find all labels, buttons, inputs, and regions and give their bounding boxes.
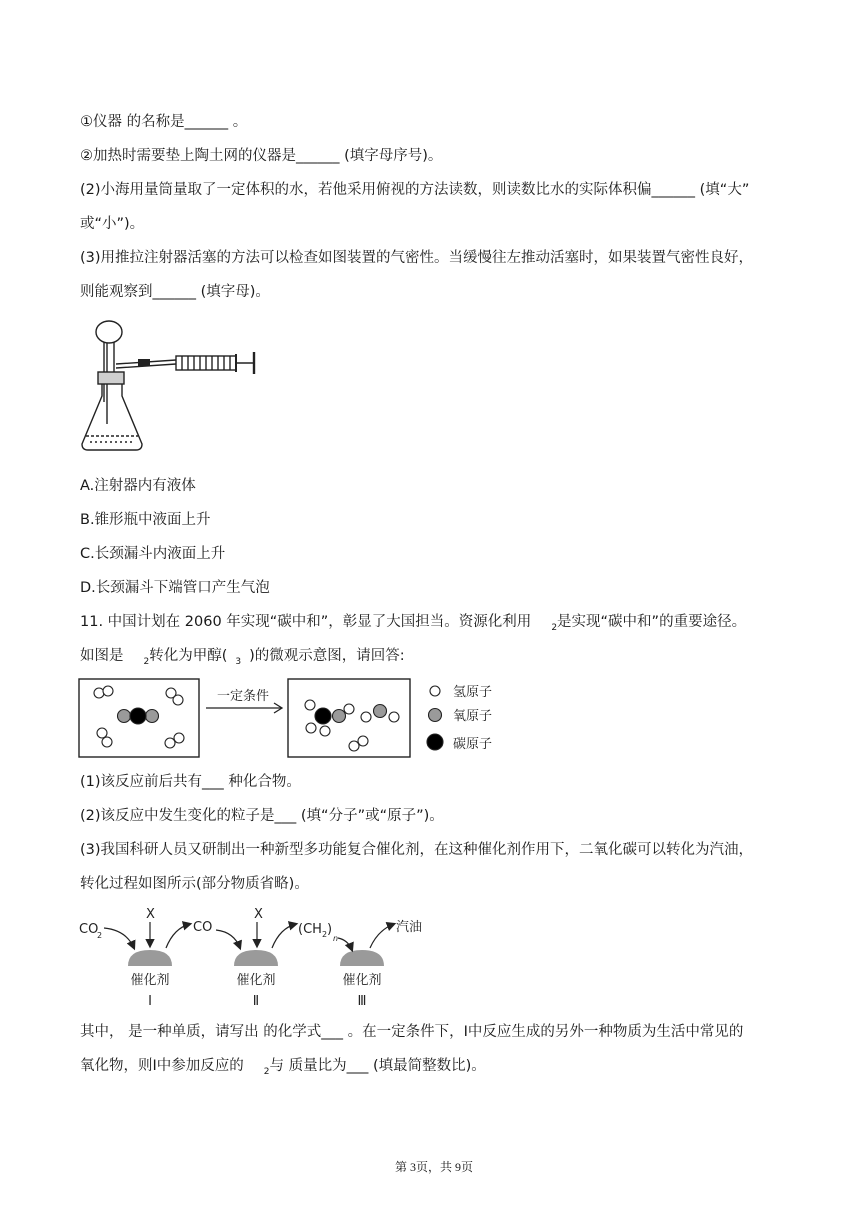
x-label-1: X <box>146 907 155 922</box>
stage-1: Ⅰ <box>148 994 152 1009</box>
q10-line-6: 则能观察到______ (填字母)。 <box>80 284 270 300</box>
co2-label: CO <box>79 922 99 937</box>
rubber-tube <box>138 359 150 366</box>
q10-line-3: (2)小海用量筒量取了一定体积的水，若他采用俯视的方法读数，则读数比水的实际体积偏______ (填“大” <box>80 182 750 198</box>
q11-last-line-1-part-a: 其中， 是一种单质，请写出 的化学式___ 。在一定条件下， <box>80 1024 464 1040</box>
catalyst-label-1: 催化剂 <box>130 973 170 988</box>
co-label: CO <box>193 920 213 935</box>
micro-reaction-diagram <box>78 676 518 760</box>
q11-subq-1: (1)该反应前后共有___ 种化合物。 <box>80 774 301 790</box>
q10-line-4: 或“小”)。 <box>80 216 145 232</box>
q11-line-1-part-b: 是实现“碳中和”的重要途径。 <box>557 614 747 630</box>
page-footer: 第 3页，共 9页 <box>394 1160 473 1174</box>
product-label: 汽油 <box>396 920 423 935</box>
q11-subscript: 2 <box>551 623 558 633</box>
legend-carbon: 碳原子 <box>453 737 493 752</box>
q11-last-line-2-part-b: 与 质量比为___ (填最简整数比)。 <box>269 1058 486 1074</box>
stage-2: Ⅱ <box>252 994 260 1009</box>
q11-subscript-3: 3 <box>235 657 242 667</box>
q10-line-5: (3)用推拉注射器活塞的方法可以检查如图装置的气密性。当缓慢往左推动活塞时，如果装置气密性良好， <box>80 250 754 266</box>
q11-line-2 <box>80 646 405 668</box>
arrow-label: 一定条件 <box>216 689 270 704</box>
q11-last-line-1-part-b: Ⅰ中反应生成的另外一种物质为生活中常见的 <box>463 1024 744 1040</box>
q11-line-2-part-c: )的微观示意图，请回答: <box>249 648 405 664</box>
q11-line-2-part-a: 如图是 <box>80 648 124 664</box>
q11-line-2-part-b: 转化为甲醇( <box>149 648 228 664</box>
option-c: C.长颈漏斗内液面上升 <box>80 546 226 562</box>
legend-oxygen: 氧原子 <box>453 709 493 724</box>
q11-subq-2: (2)该反应中发生变化的粒子是___ (填“分子”或“原子”)。 <box>80 808 444 824</box>
q11-line-1 <box>80 612 746 634</box>
legend-hydrogen: 氢原子 <box>453 685 493 700</box>
q10-line-2: ②加热时需要垫上陶土网的仪器是______ (填字母序号)。 <box>80 148 443 164</box>
catalyst-dome-3 <box>340 950 384 966</box>
catalytic-process-figure <box>76 904 436 1014</box>
catalyst-label-3: 催化剂 <box>342 973 382 988</box>
option-b: B.锥形瓶中液面上升 <box>80 512 211 528</box>
catalyst-dome-1 <box>128 950 172 966</box>
ch2-subscript: 2 <box>322 930 328 939</box>
q11-subq-3a: (3)我国科研人员又研制出一种新型多功能复合催化剂，在这种催化剂作用下，二氧化碳可以转化为汽油， <box>80 842 754 858</box>
q10-line-1: ①仪器 的名称是______ 。 <box>80 114 248 130</box>
q11-subq-3b: 转化过程如图所示(部分物质省略)。 <box>80 876 309 892</box>
q11-line-1-part-a: 11. 中国计划在 2060 年实现“碳中和”，彰显了大国担当。资源化利用 <box>80 614 532 630</box>
option-a: A.注射器内有液体 <box>80 478 196 494</box>
ch2-label: (CH <box>298 922 322 937</box>
stage-3: Ⅲ <box>357 994 367 1009</box>
co2-subscript: 2 <box>97 931 103 940</box>
ch2-close: ) <box>327 922 333 937</box>
catalyst-label-2: 催化剂 <box>236 973 276 988</box>
q11-last-line-2-part-a: 氧化物，则Ⅰ中参加反应的 <box>80 1058 244 1074</box>
option-d: D.长颈漏斗下端管口产生气泡 <box>80 580 270 596</box>
q11-last-line-1 <box>80 1022 743 1042</box>
airtightness-apparatus-figure <box>78 316 268 458</box>
q11-last-subscript: 2 <box>263 1067 270 1077</box>
n-subscript: n <box>333 934 339 943</box>
q11-last-line-2 <box>80 1056 486 1078</box>
x-label-2: X <box>254 907 263 922</box>
q11-subscript: 2 <box>143 657 150 667</box>
catalyst-dome-2 <box>234 950 278 966</box>
